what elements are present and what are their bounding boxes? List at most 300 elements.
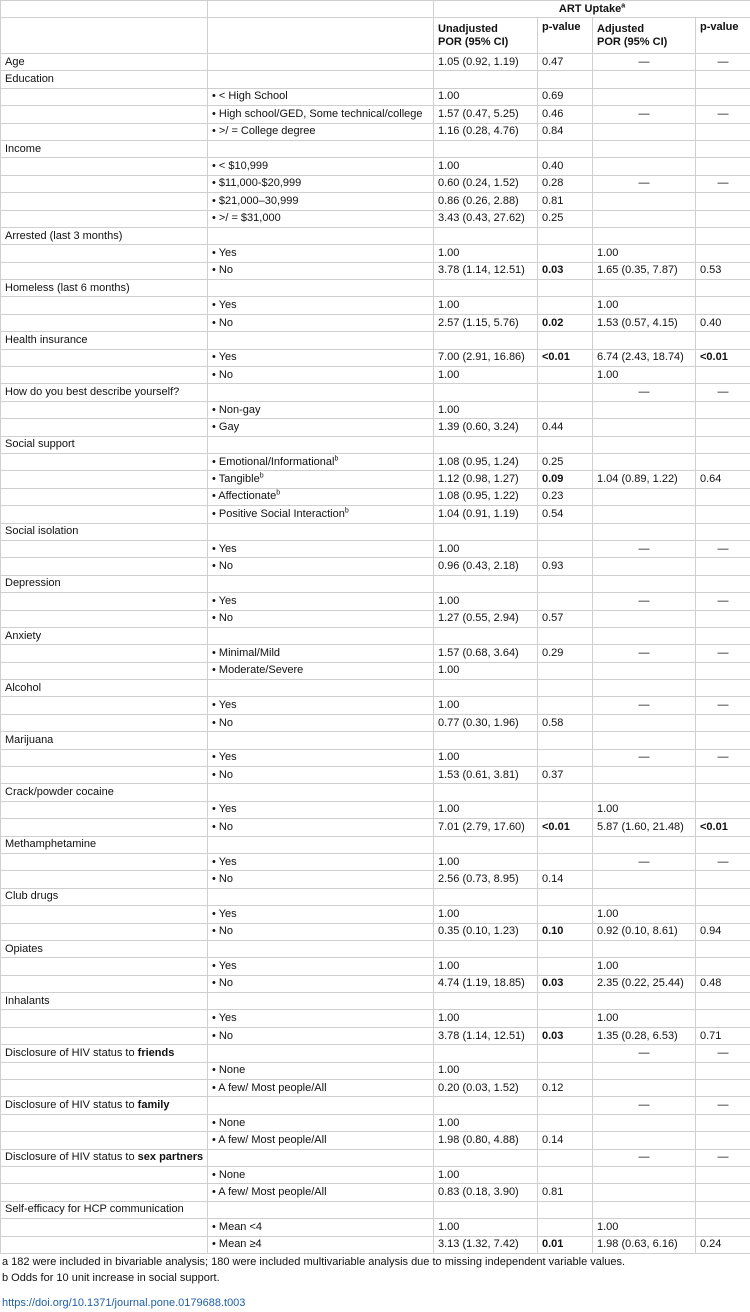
unadjusted-por-cell: 1.00 [434, 697, 538, 714]
unadjusted-por-cell: 7.01 (2.79, 17.60) [434, 819, 538, 836]
table-row [1, 106, 750, 123]
variable-cell: Social support [1, 436, 208, 453]
table-row [1, 697, 750, 714]
variable-cell [1, 488, 208, 505]
p-value-adjusted-cell [696, 123, 750, 140]
variable-cell [1, 975, 208, 992]
category-cell [208, 627, 434, 644]
variable-cell [1, 245, 208, 262]
adjusted-por-cell [593, 88, 696, 105]
p-value-adjusted-cell: <0.01 [696, 819, 750, 836]
table-row [1, 1062, 750, 1079]
unadjusted-por-cell: 1.00 [434, 1167, 538, 1184]
p-value-adjusted-cell [696, 732, 750, 749]
variable-cell: Arrested (last 3 months) [1, 227, 208, 244]
p-value-unadjusted-cell [538, 1114, 593, 1131]
unadjusted-por-cell: 1.04 (0.91, 1.19) [434, 506, 538, 523]
unadjusted-por-cell [434, 140, 538, 157]
variable-cell: Crack/powder cocaine [1, 784, 208, 801]
unadjusted-por-cell: 0.35 (0.10, 1.23) [434, 923, 538, 940]
variable-cell [1, 88, 208, 105]
category-cell: • $11,000-$20,999 [208, 175, 434, 192]
unadjusted-por-cell [434, 680, 538, 697]
variable-cell [1, 297, 208, 314]
p-value-unadjusted-cell [538, 1219, 593, 1236]
unadjusted-por-cell: 1.00 [434, 1010, 538, 1027]
adjusted-por-cell [593, 419, 696, 436]
category-cell: • A few/ Most people/All [208, 1132, 434, 1149]
p-value-unadjusted-cell [538, 1097, 593, 1114]
p-value-adjusted-cell [696, 680, 750, 697]
adjusted-por-cell [593, 767, 696, 784]
adjusted-por-cell [593, 732, 696, 749]
variable-cell: How do you best describe yourself? [1, 384, 208, 401]
adjusted-por-cell: 1.00 [593, 297, 696, 314]
adjusted-por-cell: 5.87 (1.60, 21.48) [593, 819, 696, 836]
adjusted-por-cell: 1.00 [593, 906, 696, 923]
p-value-adjusted-cell: — [696, 384, 750, 401]
p-value-adjusted-cell: — [696, 1149, 750, 1166]
category-cell: • Minimal/Mild [208, 645, 434, 662]
p-value-unadjusted-cell [538, 801, 593, 818]
unadjusted-por-cell: 1.00 [434, 158, 538, 175]
variable-cell [1, 1167, 208, 1184]
p-value-unadjusted-cell [538, 888, 593, 905]
category-cell: • Yes [208, 245, 434, 262]
variable-cell [1, 923, 208, 940]
unadjusted-por-cell [434, 332, 538, 349]
adjusted-por-cell: — [593, 540, 696, 557]
variable-cell [1, 175, 208, 192]
variable-cell [1, 419, 208, 436]
unadjusted-por-cell: 2.56 (0.73, 8.95) [434, 871, 538, 888]
p-value-unadjusted-cell: 0.81 [538, 1184, 593, 1201]
adjusted-por-cell: — [593, 1149, 696, 1166]
p-value-unadjusted-cell: 0.81 [538, 193, 593, 210]
p-value-unadjusted-cell [538, 297, 593, 314]
table-row [1, 680, 750, 697]
table-row [1, 575, 750, 592]
adjusted-por-cell: 2.35 (0.22, 25.44) [593, 975, 696, 992]
variable-cell [1, 871, 208, 888]
unadjusted-por-cell [434, 1097, 538, 1114]
adjusted-por-cell: 1.98 (0.63, 6.16) [593, 1236, 696, 1253]
table-row [1, 367, 750, 384]
unadjusted-por-cell: 2.57 (1.15, 5.76) [434, 314, 538, 331]
variable-cell [1, 645, 208, 662]
table-row [1, 888, 750, 905]
table-row [1, 940, 750, 957]
table-row [1, 784, 750, 801]
p-value-adjusted-cell: — [696, 540, 750, 557]
category-cell: • >/ = $31,000 [208, 210, 434, 227]
category-cell [208, 227, 434, 244]
category-cell: • No [208, 367, 434, 384]
variable-cell [1, 1184, 208, 1201]
p-value-adjusted-cell: 0.64 [696, 471, 750, 488]
p-value-adjusted-cell [696, 610, 750, 627]
adjusted-por-cell: — [593, 593, 696, 610]
table-row [1, 1010, 750, 1027]
table-row [1, 245, 750, 262]
unadjusted-por-cell [434, 940, 538, 957]
adjusted-por-cell [593, 1167, 696, 1184]
p-value-adjusted-cell: <0.01 [696, 349, 750, 366]
unadjusted-por-cell: 1.53 (0.61, 3.81) [434, 767, 538, 784]
adjusted-por-cell [593, 784, 696, 801]
category-cell: • < High School [208, 88, 434, 105]
variable-cell [1, 1236, 208, 1253]
unadjusted-por-cell: 3.13 (1.32, 7.42) [434, 1236, 538, 1253]
adjusted-por-cell [593, 558, 696, 575]
category-cell: • A few/ Most people/All [208, 1184, 434, 1201]
p-value-adjusted-cell [696, 714, 750, 731]
table-row [1, 749, 750, 766]
p-value-unadjusted-cell [538, 575, 593, 592]
adjusted-por-cell [593, 871, 696, 888]
p-value-adjusted-cell [696, 280, 750, 297]
category-cell: • Moderate/Severe [208, 662, 434, 679]
table-row [1, 923, 750, 940]
header-adjusted: Adjusted POR (95% CI) [593, 18, 696, 54]
category-cell: • High school/GED, Some technical/college [208, 106, 434, 123]
table-row [1, 88, 750, 105]
adjusted-por-cell [593, 227, 696, 244]
p-value-adjusted-cell: — [696, 645, 750, 662]
variable-cell: Self-efficacy for HCP communication [1, 1201, 208, 1218]
category-cell [208, 280, 434, 297]
adjusted-por-cell: — [593, 54, 696, 71]
unadjusted-por-cell: 0.86 (0.26, 2.88) [434, 193, 538, 210]
adjusted-por-cell [593, 1080, 696, 1097]
unadjusted-por-cell: 1.00 [434, 88, 538, 105]
adjusted-por-cell: 1.04 (0.89, 1.22) [593, 471, 696, 488]
unadjusted-por-cell: 1.57 (0.68, 3.64) [434, 645, 538, 662]
adjusted-por-cell [593, 210, 696, 227]
adjusted-por-cell [593, 140, 696, 157]
variable-cell [1, 610, 208, 627]
p-value-adjusted-cell [696, 367, 750, 384]
p-value-adjusted-cell [696, 1201, 750, 1218]
variable-cell: Club drugs [1, 888, 208, 905]
doi-link[interactable]: https://doi.org/10.1371/journal.pone.0179688.t003 [2, 1297, 246, 1309]
variable-cell [1, 123, 208, 140]
adjusted-por-cell: — [593, 1045, 696, 1062]
p-value-unadjusted-cell: 0.03 [538, 975, 593, 992]
p-value-unadjusted-cell [538, 1062, 593, 1079]
p-value-adjusted-cell: 0.94 [696, 923, 750, 940]
p-value-adjusted-cell: — [696, 54, 750, 71]
table-row [1, 506, 750, 523]
table-row [1, 436, 750, 453]
table-row [1, 1184, 750, 1201]
adjusted-por-cell [593, 714, 696, 731]
category-cell: • No [208, 610, 434, 627]
unadjusted-por-cell [434, 836, 538, 853]
variable-cell [1, 262, 208, 279]
variable-cell [1, 1114, 208, 1131]
p-value-unadjusted-cell: 0.10 [538, 923, 593, 940]
p-value-adjusted-cell: — [696, 106, 750, 123]
p-value-adjusted-cell [696, 993, 750, 1010]
unadjusted-por-cell [434, 280, 538, 297]
p-value-unadjusted-cell [538, 784, 593, 801]
adjusted-por-cell [593, 1132, 696, 1149]
p-value-adjusted-cell [696, 662, 750, 679]
adjusted-por-cell: — [593, 645, 696, 662]
variable-cell: Opiates [1, 940, 208, 957]
header-row-columns [1, 18, 750, 54]
variable-cell [1, 540, 208, 557]
p-value-unadjusted-cell [538, 836, 593, 853]
p-value-adjusted-cell: — [696, 697, 750, 714]
unadjusted-por-cell: 1.00 [434, 801, 538, 818]
category-cell [208, 71, 434, 88]
unadjusted-por-cell: 1.16 (0.28, 4.76) [434, 123, 538, 140]
category-cell [208, 332, 434, 349]
unadjusted-por-cell [434, 732, 538, 749]
category-cell: • Yes [208, 540, 434, 557]
header-art-uptake: ART Uptake$^a$ [434, 1, 750, 18]
variable-cell [1, 1132, 208, 1149]
adjusted-por-cell [593, 71, 696, 88]
p-value-unadjusted-cell: 0.25 [538, 453, 593, 470]
table-row [1, 332, 750, 349]
category-cell: • No [208, 1027, 434, 1044]
adjusted-por-cell: — [593, 853, 696, 870]
variable-cell [1, 714, 208, 731]
variable-cell: Depression [1, 575, 208, 592]
unadjusted-por-cell [434, 1045, 538, 1062]
variable-cell [1, 819, 208, 836]
note-b: b Odds for 10 unit increase in social support. [2, 1272, 220, 1284]
p-value-adjusted-cell: — [696, 1097, 750, 1114]
p-value-unadjusted-cell [538, 593, 593, 610]
adjusted-por-cell [593, 488, 696, 505]
p-value-unadjusted-cell: 0.09 [538, 471, 593, 488]
p-value-adjusted-cell [696, 1114, 750, 1131]
variable-cell: Disclosure of HIV status to sex partners [1, 1149, 208, 1166]
variable-cell: Health insurance [1, 332, 208, 349]
table-row [1, 1097, 750, 1114]
adjusted-por-cell [593, 1062, 696, 1079]
unadjusted-por-cell [434, 784, 538, 801]
category-cell: • Yes [208, 593, 434, 610]
category-cell: • No [208, 819, 434, 836]
header-unadjusted: Unadjusted POR (95% CI) [434, 18, 538, 54]
p-value-unadjusted-cell [538, 697, 593, 714]
p-value-unadjusted-cell [538, 332, 593, 349]
unadjusted-por-cell: 1.00 [434, 401, 538, 418]
variable-cell [1, 158, 208, 175]
table-row [1, 210, 750, 227]
p-value-unadjusted-cell [538, 1149, 593, 1166]
table-row [1, 1167, 750, 1184]
adjusted-por-cell: 1.00 [593, 1010, 696, 1027]
variable-cell [1, 349, 208, 366]
header-empty-cell [208, 18, 434, 54]
unadjusted-por-cell [434, 384, 538, 401]
category-cell [208, 940, 434, 957]
unadjusted-por-cell: 1.98 (0.80, 4.88) [434, 1132, 538, 1149]
unadjusted-por-cell: 1.00 [434, 593, 538, 610]
unadjusted-por-cell: 0.96 (0.43, 2.18) [434, 558, 538, 575]
unadjusted-por-cell [434, 993, 538, 1010]
category-cell [208, 732, 434, 749]
p-value-unadjusted-cell [538, 384, 593, 401]
p-value-unadjusted-cell: 0.29 [538, 645, 593, 662]
table-row [1, 593, 750, 610]
p-value-unadjusted-cell: 0.84 [538, 123, 593, 140]
unadjusted-por-cell: 1.57 (0.47, 5.25) [434, 106, 538, 123]
table-row [1, 853, 750, 870]
p-value-adjusted-cell: — [696, 593, 750, 610]
p-value-adjusted-cell [696, 419, 750, 436]
unadjusted-por-cell [434, 1149, 538, 1166]
p-value-unadjusted-cell [538, 245, 593, 262]
table-row [1, 488, 750, 505]
unadjusted-por-cell: 1.08 (0.95, 1.22) [434, 488, 538, 505]
table-row [1, 1080, 750, 1097]
p-value-adjusted-cell [696, 958, 750, 975]
p-value-adjusted-cell: — [696, 1045, 750, 1062]
variable-cell: Methamphetamine [1, 836, 208, 853]
p-value-unadjusted-cell: 0.93 [538, 558, 593, 575]
header-empty-cell [208, 1, 434, 18]
unadjusted-por-cell: 1.05 (0.92, 1.19) [434, 54, 538, 71]
p-value-adjusted-cell [696, 506, 750, 523]
unadjusted-por-cell: 1.00 [434, 749, 538, 766]
adjusted-por-cell: 1.00 [593, 367, 696, 384]
unadjusted-por-cell: 1.00 [434, 662, 538, 679]
category-cell [208, 836, 434, 853]
adjusted-por-cell: — [593, 1097, 696, 1114]
category-cell [208, 680, 434, 697]
p-value-unadjusted-cell: <0.01 [538, 349, 593, 366]
category-cell: • >/ = College degree [208, 123, 434, 140]
note-a: a 182 were included in bivariable analysis; 180 were included multivariable analysis due to missing independent variable values. [2, 1256, 626, 1268]
p-value-adjusted-cell [696, 140, 750, 157]
unadjusted-por-cell: 1.00 [434, 1114, 538, 1131]
category-cell [208, 436, 434, 453]
category-cell [208, 1149, 434, 1166]
variable-cell [1, 662, 208, 679]
table-row [1, 871, 750, 888]
variable-cell [1, 1027, 208, 1044]
table-row [1, 1201, 750, 1218]
table-row [1, 158, 750, 175]
variable-cell [1, 401, 208, 418]
variable-cell [1, 210, 208, 227]
variable-cell [1, 1010, 208, 1027]
variable-cell [1, 749, 208, 766]
table-row [1, 175, 750, 192]
table-row [1, 958, 750, 975]
adjusted-por-cell [593, 662, 696, 679]
adjusted-por-cell: 6.74 (2.43, 18.74) [593, 349, 696, 366]
unadjusted-por-cell [434, 1201, 538, 1218]
p-value-unadjusted-cell [538, 436, 593, 453]
p-value-unadjusted-cell: 0.12 [538, 1080, 593, 1097]
p-value-adjusted-cell [696, 523, 750, 540]
p-value-unadjusted-cell: 0.03 [538, 262, 593, 279]
p-value-adjusted-cell [696, 801, 750, 818]
p-value-adjusted-cell [696, 158, 750, 175]
category-cell: • Yes [208, 697, 434, 714]
p-value-unadjusted-cell [538, 662, 593, 679]
adjusted-por-cell [593, 627, 696, 644]
p-value-adjusted-cell [696, 1219, 750, 1236]
category-cell [208, 54, 434, 71]
p-value-adjusted-cell [696, 906, 750, 923]
table-row [1, 732, 750, 749]
variable-cell: Inhalants [1, 993, 208, 1010]
unadjusted-por-cell [434, 523, 538, 540]
table-row [1, 71, 750, 88]
p-value-adjusted-cell [696, 871, 750, 888]
category-cell: • No [208, 767, 434, 784]
variable-cell [1, 314, 208, 331]
category-cell [208, 1201, 434, 1218]
p-value-unadjusted-cell [538, 1045, 593, 1062]
variable-cell [1, 1080, 208, 1097]
p-value-unadjusted-cell [538, 1167, 593, 1184]
table-row [1, 1027, 750, 1044]
adjusted-por-cell [593, 680, 696, 697]
category-cell: • Yes [208, 958, 434, 975]
category-cell: • No [208, 975, 434, 992]
adjusted-por-cell: — [593, 106, 696, 123]
p-value-adjusted-cell [696, 558, 750, 575]
p-value-unadjusted-cell: 0.37 [538, 767, 593, 784]
p-value-unadjusted-cell: 0.25 [538, 210, 593, 227]
adjusted-por-cell: 1.00 [593, 958, 696, 975]
p-value-adjusted-cell [696, 332, 750, 349]
p-value-unadjusted-cell [538, 627, 593, 644]
p-value-adjusted-cell [696, 297, 750, 314]
table-row [1, 1114, 750, 1131]
variable-cell [1, 958, 208, 975]
table-row [1, 123, 750, 140]
adjusted-por-cell: — [593, 749, 696, 766]
table-row [1, 453, 750, 470]
table-row [1, 836, 750, 853]
category-cell: • Non-gay [208, 401, 434, 418]
unadjusted-por-cell: 1.00 [434, 853, 538, 870]
adjusted-por-cell [593, 575, 696, 592]
variable-cell [1, 906, 208, 923]
p-value-adjusted-cell [696, 1080, 750, 1097]
table-row [1, 558, 750, 575]
category-cell: • < $10,999 [208, 158, 434, 175]
unadjusted-por-cell: 0.20 (0.03, 1.52) [434, 1080, 538, 1097]
p-value-unadjusted-cell [538, 140, 593, 157]
table-row [1, 1219, 750, 1236]
unadjusted-por-cell [434, 436, 538, 453]
unadjusted-por-cell: 0.60 (0.24, 1.52) [434, 175, 538, 192]
p-value-unadjusted-cell: 0.03 [538, 1027, 593, 1044]
p-value-adjusted-cell [696, 488, 750, 505]
adjusted-por-cell [593, 436, 696, 453]
adjusted-por-cell: 1.65 (0.35, 7.87) [593, 262, 696, 279]
p-value-unadjusted-cell: 0.44 [538, 419, 593, 436]
variable-cell [1, 106, 208, 123]
variable-cell [1, 453, 208, 470]
category-cell: • Yes [208, 297, 434, 314]
category-cell: • None [208, 1167, 434, 1184]
adjusted-por-cell: — [593, 697, 696, 714]
category-cell: • Yes [208, 801, 434, 818]
